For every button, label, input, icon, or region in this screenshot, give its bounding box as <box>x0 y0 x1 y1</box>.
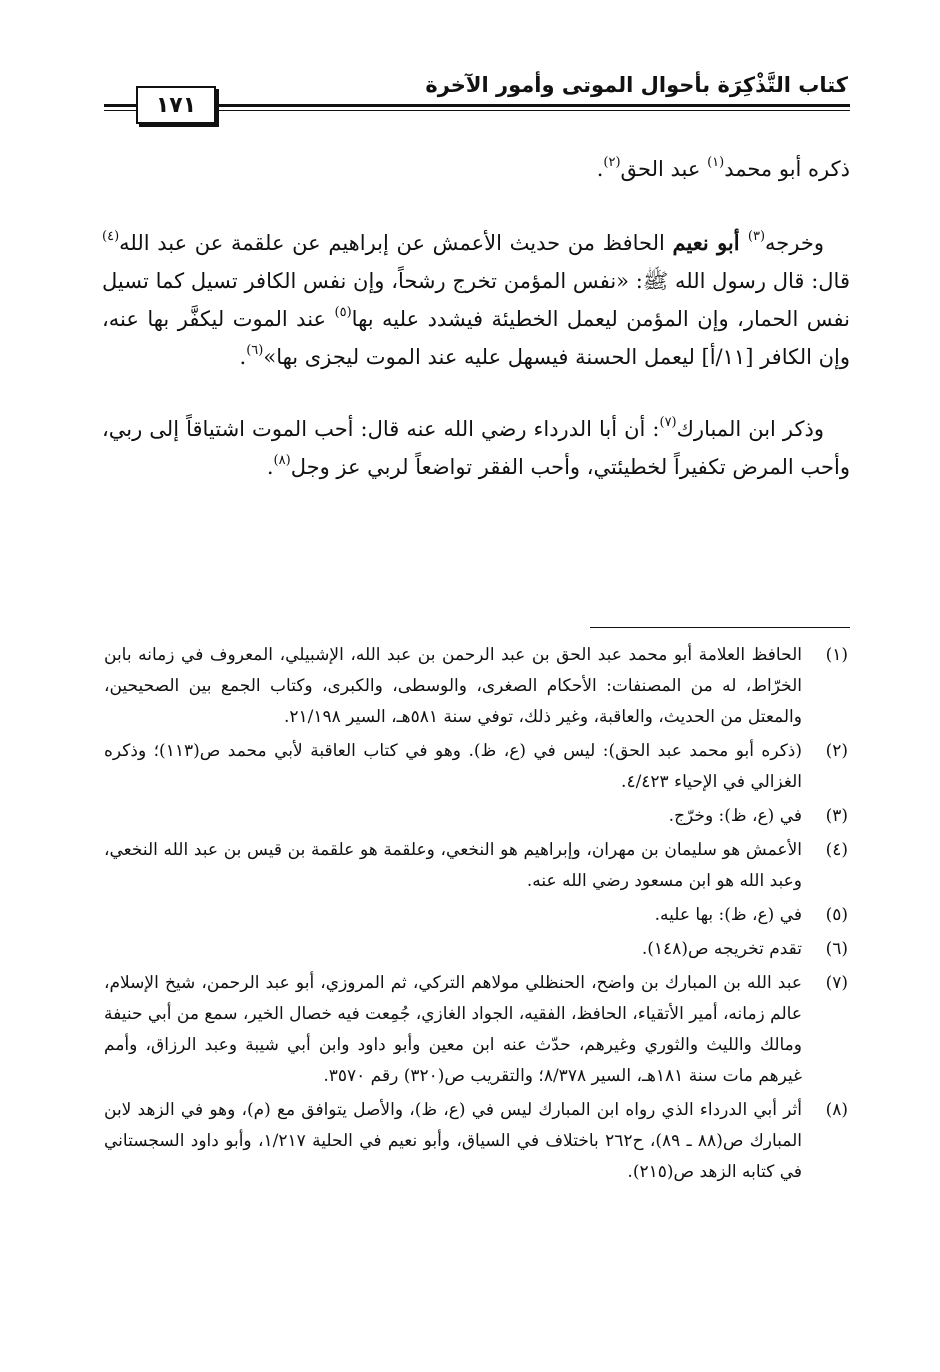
text: : أن أبا الدرداء رضي الله عنه قال: أحب الموت اشتياقاً إلى ربي، وأحب المرض تكفيراً لخطيئتي، وأحب الفقر تواضعاً لربي عز وجل <box>102 417 850 479</box>
text: ذكره أبو محمد <box>724 157 850 181</box>
footnote-text: الأعمش هو سليمان بن مهران، وإبراهيم هو النخعي، وعلقمة هو علقمة بن قيس بن عبد الله النخعي، وعبد الله هو ابن مسعود رضي الله عنه. <box>104 840 802 891</box>
footnote-ref: (٨) <box>273 453 291 468</box>
footnote-number: (٣) <box>825 806 848 826</box>
text: عبد الحق <box>620 157 708 181</box>
footnote-text: (ذكره أبو محمد عبد الحق): ليس في (ع، ظ). وهو في كتاب العاقبة لأبي محمد ص(١١٣)؛ وذكره الغزالي في الإحياء ٤/٤٢٣. <box>104 741 803 792</box>
footnote-ref: (٥) <box>334 305 352 320</box>
footnote-text: تقدم تخريجه ص(١٤٨). <box>641 939 802 959</box>
footnote-number: (٢) <box>825 741 848 761</box>
footnote-number: (١) <box>825 645 848 665</box>
text: . <box>239 345 247 369</box>
page-number: ١٧١ <box>136 86 216 124</box>
footnotes <box>104 640 848 1191</box>
footnote-text: أثر أبي الدرداء الذي رواه ابن المبارك ليس في (ع، ظ)، والأصل يتوافق مع (م)، وهو في الزهد لابن المبارك ص(٨٨ ـ ٨٩)، ح٢٦٢ باختلاف في السياق، وأبو نعيم في الحلية ١/٢١٧، وأبو داود السجستاني في كتابه الزهد ص(٢١٥). <box>104 1100 802 1182</box>
footnote-number: (٧) <box>825 973 848 993</box>
text: وخرجه <box>765 231 824 255</box>
footnote-ref: (٢) <box>603 155 621 170</box>
footnote-text: عبد الله بن المبارك بن واضح، الحنظلي مولاهم التركي، ثم المروزي، أبو عبد الرحمن، شيخ الإسلام، عالم زمانه، أمير الأتقياء، الحافظ، الفقيه، الجواد الغازي، جُمِعت فيه خصال الخير، سمع من أبي حنيفة ومالك والليث والثوري وغيرهم، حدّث عنه ابن معين وأبو داود وابن أبي شيبة وعبد الرزاق، وأمم غيرهم مات سنة ١٨١هـ، السير ٨/٣٧٨؛ والتقريب ص(٣٢٠) رقم ٣٥٧٠. <box>104 973 802 1086</box>
footnote-ref: (٤) <box>102 229 120 244</box>
text: عند الموت ليكفَّر بها عنه، وإن الكافر [١١/أ] ليعمل الحسنة فيسهل عليه عند الموت ليجزى بها» <box>102 307 850 369</box>
text: . <box>266 455 274 479</box>
footnote-number: (٨) <box>825 1100 848 1120</box>
footnote-5 <box>104 900 848 931</box>
footnote-ref: (٦) <box>246 343 264 358</box>
footnote-4 <box>104 835 848 897</box>
text: قال: قال رسول الله ﷺ: «نفس المؤمن تخرج رشحاً، وإن نفس الكافر تسيل كما تسيل نفس الحمار، وإن المؤمن ليعمل الخطيئة فيشدد عليه بها <box>102 269 850 331</box>
footnote-3 <box>104 801 848 832</box>
footnote-number: (٥) <box>825 905 848 925</box>
paragraph-3 <box>102 410 850 486</box>
text: الحافظ من حديث الأعمش عن إبراهيم عن علقمة عن عبد الله <box>119 231 673 255</box>
footnote-number: (٤) <box>825 840 848 860</box>
text: . <box>596 157 604 181</box>
main-text <box>102 150 850 486</box>
footnote-6 <box>104 934 848 965</box>
text: وذكر ابن المبارك <box>676 417 824 441</box>
footnote-text: في (ع، ظ): وخرّج. <box>668 806 802 826</box>
footnote-text: الحافظ العلامة أبو محمد عبد الحق بن عبد الرحمن بن عبد الله، الإشبيلي، المعروف في زمانه بابن الخرّاط، له من المصنفات: الأحكام الصغرى، والوسطى، والكبرى، وكتاب الجمع بين الصحيحين، والمعتل من الحديث، والعاقبة، وغير ذلك، توفي سنة ٥٨١هـ، السير ٢١/١٩٨. <box>104 645 802 727</box>
footnote-number: (٦) <box>825 939 848 959</box>
footnote-8 <box>104 1095 848 1188</box>
footnote-text: في (ع، ظ): بها عليه. <box>654 905 802 925</box>
paragraph-2 <box>102 224 850 376</box>
footnote-separator <box>590 627 850 628</box>
footnote-1 <box>104 640 848 733</box>
bold-name: أبو نعيم <box>672 230 748 255</box>
footnote-ref: (١) <box>707 155 725 170</box>
paragraph-1 <box>102 150 850 188</box>
footnote-7 <box>104 968 848 1092</box>
footnote-2 <box>104 736 848 798</box>
running-title: كتاب التَّذْكِرَة بأحوال الموتى وأمور الآخرة <box>425 73 848 97</box>
footnote-ref: (٣) <box>747 229 766 244</box>
footnote-ref: (٧) <box>659 415 677 430</box>
